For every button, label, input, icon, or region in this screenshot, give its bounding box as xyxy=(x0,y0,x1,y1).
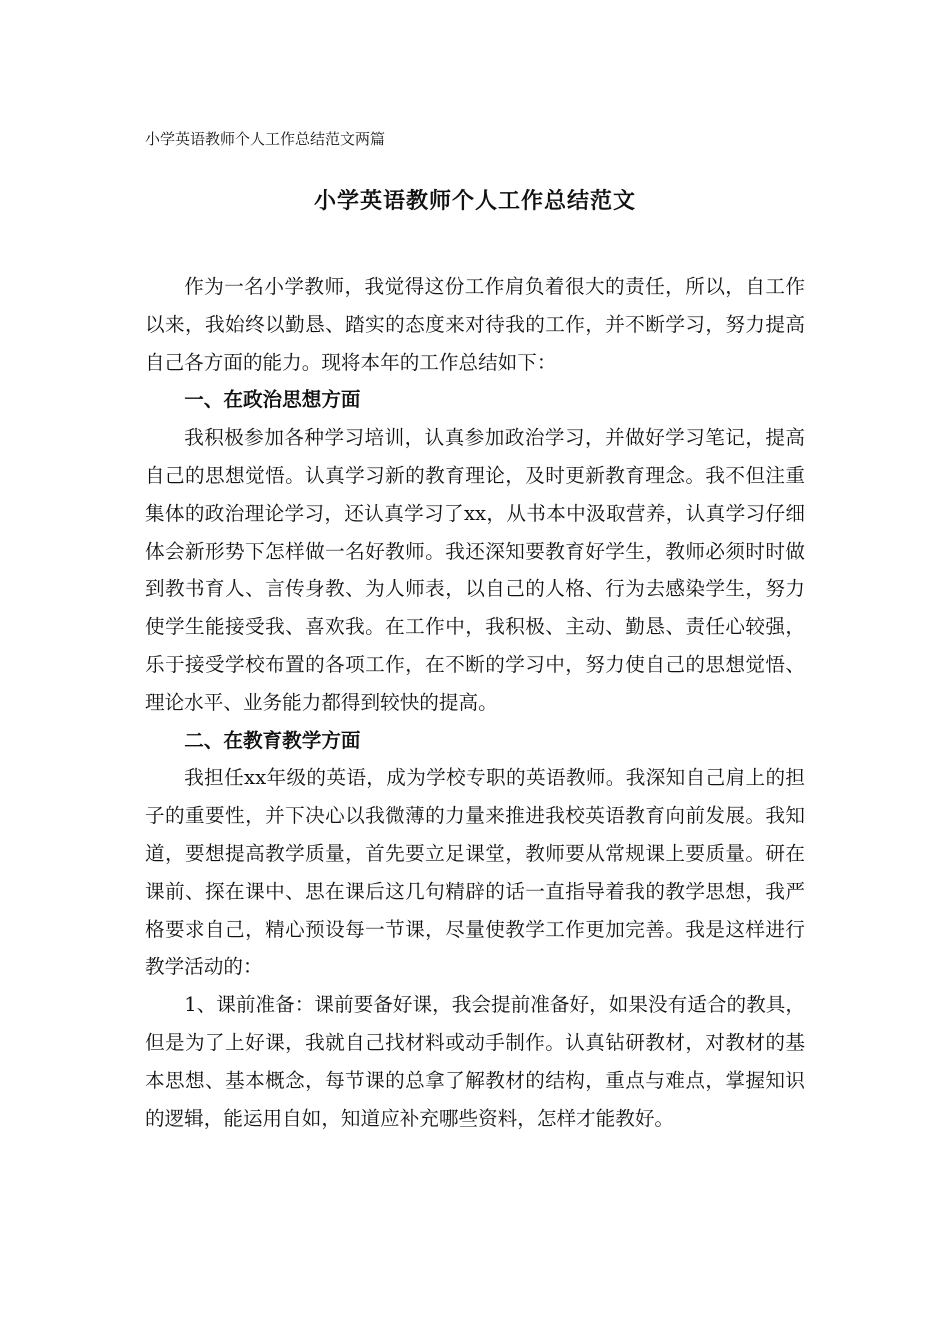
list-item-lesson-prep: 1、课前准备：课前要备好课，我会提前准备好，如果没有适合的教具，但是为了上好课，我就自己找材料或动手制作。认真钻研教材，对教材的基本思想、基本概念，每节课的总拿了解教材的结构，重点与难点，掌握知识的逻辑，能运用自如，知道应补充哪些资料，怎样才能教好。 xyxy=(145,993,805,1130)
document-title: 小学英语教师个人工作总结范文 xyxy=(313,188,636,214)
intro-paragraph: 作为一名小学教师，我觉得这份工作肩负着很大的责任，所以，自工作以来，我始终以勤恳、踏实的态度来对待我的工作，并不断学习，努力提高自己各方面的能力。现将本年的工作总结如下： xyxy=(145,275,805,374)
section-heading-teaching: 二、在教育教学方面 xyxy=(184,728,361,752)
section-paragraph-politics: 我积极参加各种学习培训，认真参加政治学习，并做好学习笔记，提高自己的思想觉悟。认真学习新的教育理论，及时更新教育理念。我不但注重集体的政治理论学习，还认真学习了xx，从书本中汲取营养，认真学习仔细体会新形势下怎样做一名好教师。我还深知要教育好学生，教师必须时时做到教书育人、言传身教、为人师表，以自己的人格、行为去感染学生，努力使学生能接受我、喜欢我。在工作中，我积极、主动、勤恳、责任心较强，乐于接受学校布置的各项工作，在不断的学习中，努力使自己的思想觉悟、理论水平、业务能力都得到较快的提高。 xyxy=(145,426,805,714)
document-header: 小学英语教师个人工作总结范文两篇 xyxy=(145,131,386,148)
section-paragraph-teaching: 我担任xx年级的英语，成为学校专职的英语教师。我深知自己肩上的担子的重要性，并下决心以我微薄的力量来推进我校英语教育向前发展。我知道，要想提高教学质量，首先要立足课堂，教师要从常规课上要质量。研在课前、探在课中、思在课后这几句精辟的话一直指导着我的教学思想，我严格要求自己，精心预设每一节课，尽量使教学工作更加完善。我是这样进行教学活动的： xyxy=(145,766,805,979)
section-heading-politics: 一、在政治思想方面 xyxy=(184,388,361,412)
document-body xyxy=(145,268,805,1137)
